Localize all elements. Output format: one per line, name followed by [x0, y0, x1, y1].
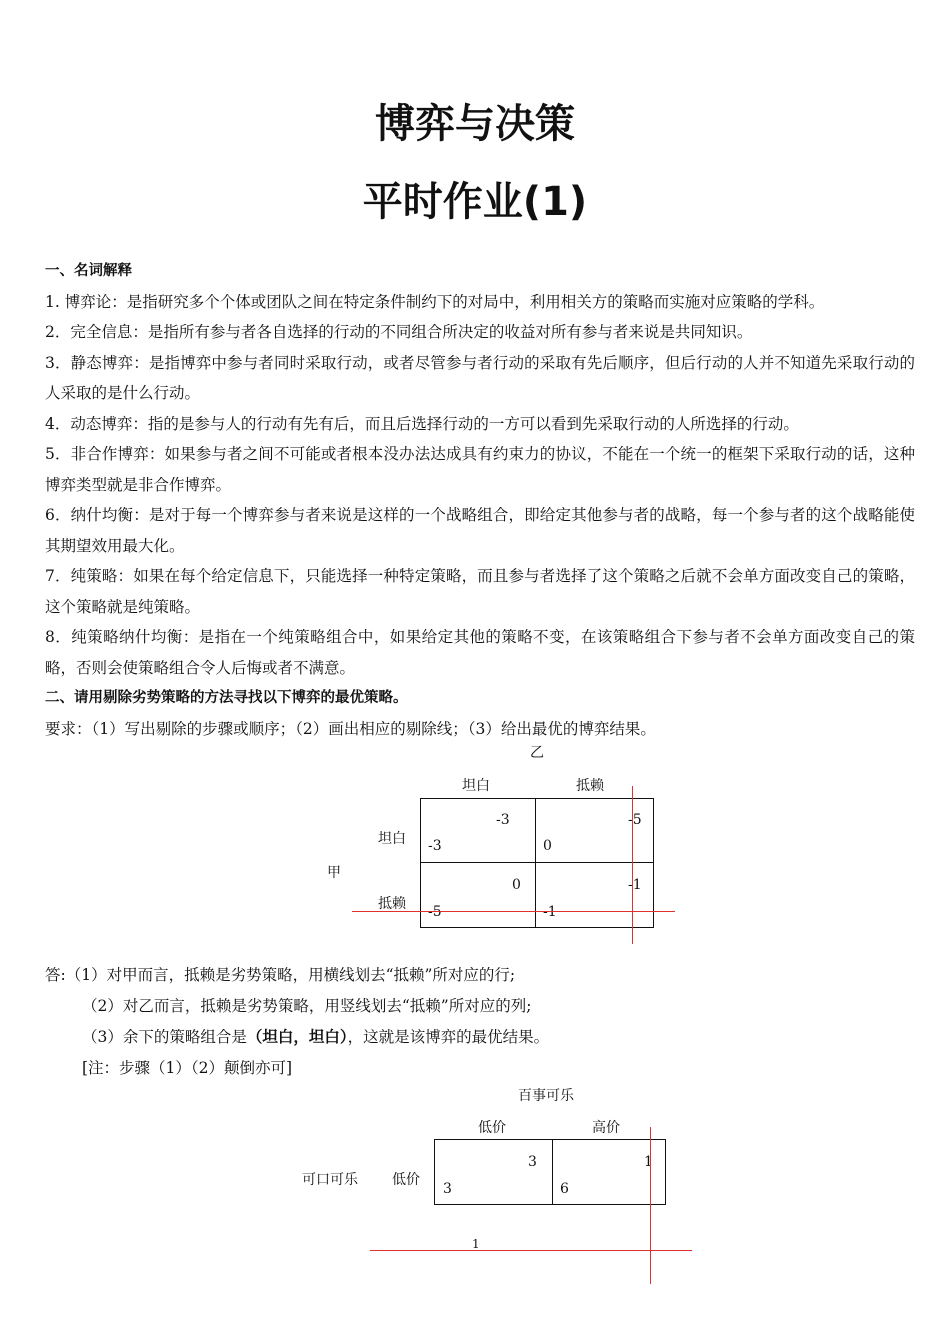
- term-item: 8．纯策略纳什均衡：是指在一个纯策略组合中，如果给定其他的策略不变，在该策略组合下参与者不会单方面改变自己的策略，否则会使策略组合令人后悔或者不满意。: [45, 628, 915, 677]
- payoff-cell: -1: [628, 877, 642, 893]
- section-1: [45, 256, 915, 744]
- row-strategy-label: 抵赖: [378, 896, 406, 912]
- payoff-cell: 0: [512, 877, 521, 893]
- term-item: 2．完全信息：是指所有参与者各自选择的行动的不同组合所决定的收益对所有参与者来说是共同知识。: [45, 323, 753, 341]
- matrix-divider: [420, 862, 654, 863]
- col-strategy-label: 抵赖: [576, 778, 604, 794]
- optimal-result: （坦白，坦白）: [246, 1027, 348, 1046]
- payoff-cell: -3: [428, 838, 442, 854]
- elimination-line-column: [632, 786, 633, 944]
- matrix-divider: [535, 798, 536, 928]
- payoff-cell: -5: [628, 812, 642, 828]
- payoff-cell: 6: [560, 1181, 569, 1197]
- term-item: 4．动态博弈：指的是参与人的行动有先有后，而且后选择行动的一方可以看到先采取行动的人所选择的行动。: [45, 414, 799, 433]
- answer-step-2: （2）对乙而言，抵赖是劣势策略，用竖线划去“抵赖”所对应的列;: [82, 997, 532, 1015]
- section-2-heading: 二、请用剔除劣势策略的方法寻找以下博弈的最优策略。: [45, 690, 408, 706]
- payoff-cell: -3: [496, 812, 510, 828]
- row-player-label: 甲: [327, 865, 341, 881]
- document-title: 博弈与决策: [375, 101, 575, 147]
- col-player-label: 乙: [530, 745, 544, 761]
- term-item: 1. 博弈论：是指研究多个个体或团队之间在特定条件制约下的对局中，利用相关方的策略而实施对应策略的学科。: [45, 292, 825, 311]
- col-strategy-label: 低价: [478, 1120, 506, 1136]
- payoff-cell: 0: [543, 838, 552, 854]
- payoff-cell: 3: [528, 1154, 537, 1170]
- row-strategy-label: 低价: [392, 1172, 420, 1188]
- payoff-cell: 1: [644, 1154, 653, 1170]
- row-player-label: 可口可乐: [302, 1172, 358, 1188]
- payoff-cell: -5: [428, 904, 442, 920]
- elimination-line-row: [370, 1250, 692, 1251]
- payoff-cell-partial: 1: [472, 1237, 480, 1251]
- matrix-border: [434, 1139, 666, 1205]
- section-1-heading: 一、名词解释: [45, 263, 132, 279]
- col-strategy-label: 坦白: [462, 778, 490, 794]
- col-strategy-label: 高价: [592, 1120, 620, 1136]
- matrix-border: [420, 798, 654, 928]
- matrix-divider: [552, 1139, 553, 1205]
- answer-note: [注：步骤（1）（2）颠倒亦可]: [82, 1059, 293, 1077]
- row-strategy-label: 坦白: [378, 831, 406, 847]
- elimination-line-row: [352, 911, 675, 912]
- term-item: 6．纳什均衡：是对于每一个博弈参与者来说是这样的一个战略组合，即给定其他参与者的战略，每一个参与者的这个战略能使其期望效用最大化。: [45, 506, 915, 555]
- term-item: 5．非合作博弈：如果参与者之间不可能或者根本没办法达成具有约束力的协议，不能在一个统一的框架下采取行动的话，这种博弈类型就是非合作博弈。: [45, 445, 915, 494]
- col-player-label: 百事可乐: [518, 1088, 574, 1104]
- term-item: 3．静态博弈：是指博弈中参与者同时采取行动，或者尽管参与者行动的采取有先后顺序，但后行动的人并不知道先采取行动的人采取的是什么行动。: [45, 353, 915, 402]
- document-subtitle: 平时作业(1): [362, 179, 588, 225]
- payoff-cell: 3: [443, 1181, 452, 1197]
- elimination-line-column: [650, 1127, 651, 1284]
- section-2-requirement: 要求：（1）写出剔除的步骤或顺序；（2）画出相应的剔除线；（3）给出最优的博弈结果。: [45, 719, 656, 738]
- payoff-cell: -1: [543, 904, 557, 920]
- answer-step-3: （3）余下的策略组合是（坦白，坦白），这就是该博弈的最优结果。: [82, 1027, 550, 1046]
- answer-step-1: 答:（1）对甲而言，抵赖是劣势策略，用横线划去“抵赖”所对应的行;: [45, 966, 516, 984]
- term-item: 7．纯策略：如果在每个给定信息下，只能选择一种特定策略，而且参与者选择了这个策略之后就不会单方面改变自己的策略，这个策略就是纯策略。: [45, 567, 915, 616]
